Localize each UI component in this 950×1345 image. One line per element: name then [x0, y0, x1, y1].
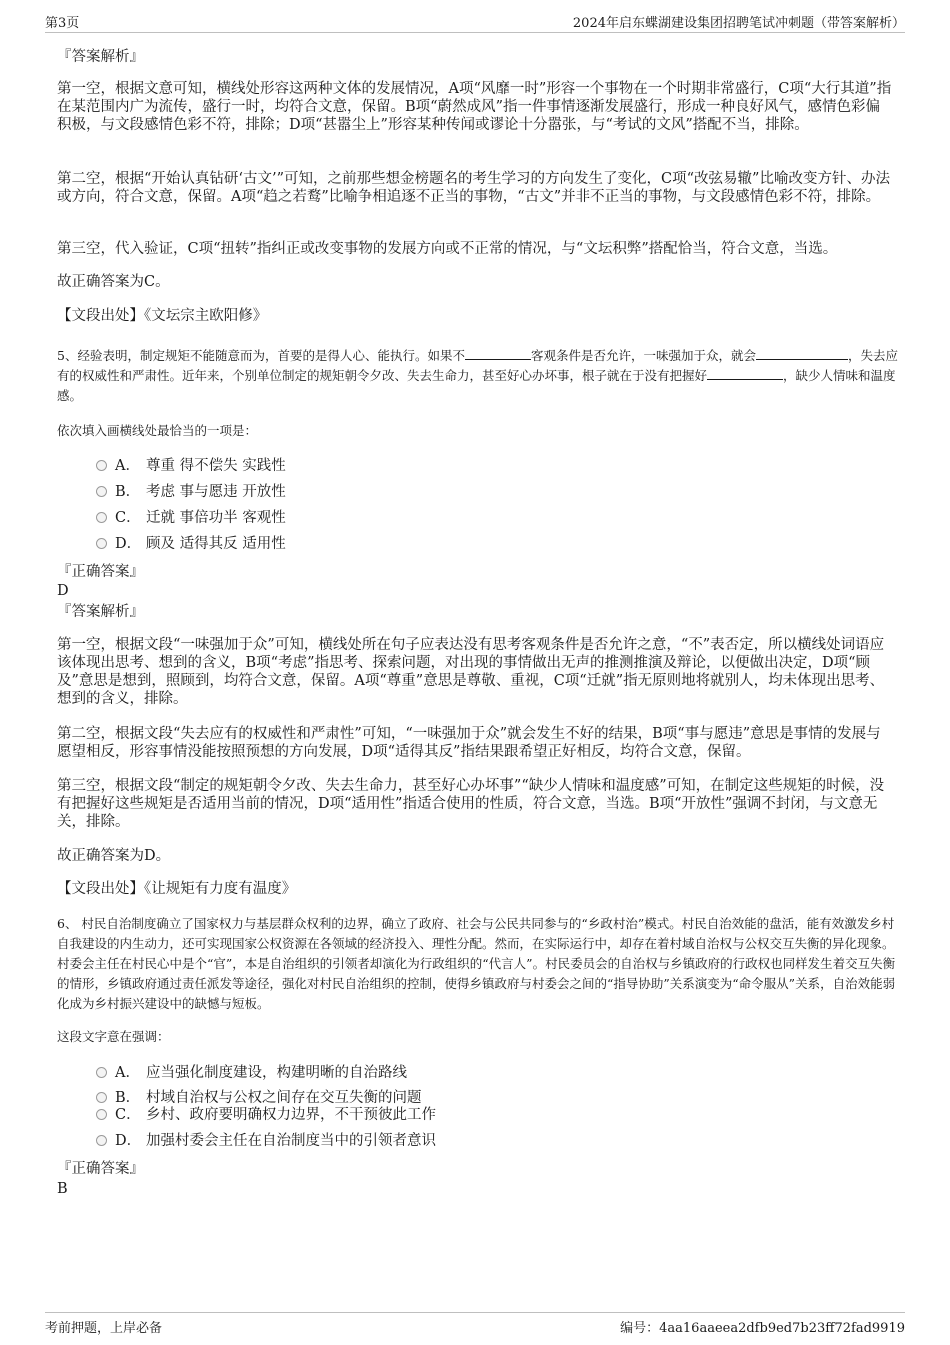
q5-prompt: 依次填入画横线处最恰当的一项是： — [57, 423, 258, 438]
radio-icon[interactable] — [96, 460, 107, 471]
q5-blank-1 — [465, 346, 531, 360]
q5-blank-2 — [756, 346, 848, 360]
radio-icon[interactable] — [96, 486, 107, 497]
q4-analysis-p1: 第一空，根据文意可知，横线处形容这两种文体的发展情况，A项“风靡一时”形容一个事物在一个时期非常盛行，C项“大行其道”指在某范围内广为流传，盛行一时，均符合文意，保留。B项“蔚然成风”指一件事情逐渐发展盛行，形成一种良好风气，感情色彩偏积极，与文段感情色彩不符，排除；D项“甚嚣尘上”形容某种传闻或谬论十分嚣张，与“考试的文风”搭配不当，排除。 — [57, 81, 892, 133]
radio-icon[interactable] — [96, 1135, 107, 1146]
q5-analysis-p1: 第一空，根据文段“一味强加于众”可知，横线处所在句子应表达没有思考客观条件是否允许之意，“不”表否定，所以横线处词语应该体现出思考、想到的含义，B项“考虑”指思考、探索问题，对出现的事情做出无声的推测推演及辩论，以便做出决定，D项“顾及”意思是想到，照顾到，均符合文意，保留。A项“尊重”意思是尊敬、重视，C项“迁就”指无原则地将就别人，均未体现出思考、想到的含义，排除。 — [57, 637, 885, 707]
q6-option-a[interactable]: A． 应当强化制度建设，构建明晰的自治路线 — [96, 1064, 407, 1082]
document-title: 2024年启东蝶湖建设集团招聘笔试冲刺题（带答案解析） — [572, 16, 905, 31]
q5-answer: D — [57, 583, 69, 599]
q4-analysis-p2: 第二空，根据“开始认真钻研‘古文’”可知，之前那些想金榜题名的考生学习的方向发生了变化，C项“改弦易辙”比喻改变方针、办法或方向，符合文意，保留。A项“趋之若鹜”比喻争相追逐不正当的事物，“古文”并非不正当的事物，与文段感情色彩不符，排除。 — [57, 171, 890, 205]
q5-option-d[interactable]: D． 顾及 适得其反 适用性 — [96, 535, 286, 553]
q5-stem-part-b: 客观条件是否允许，一味强加于众，就会 — [530, 348, 756, 363]
q5-stem — [57, 346, 899, 406]
q4-source: 【文段出处】《文坛宗主欧阳修》 — [57, 308, 268, 324]
q6-option-c[interactable]: C． 乡村、政府要明确权力边界，不干预彼此工作 — [96, 1106, 436, 1124]
q5-answer-summary: 故正确答案为D。 — [57, 848, 171, 864]
q6-answer-label: 『正确答案』 — [57, 1161, 144, 1177]
q5-option-b[interactable]: B． 考虑 事与愿违 开放性 — [96, 483, 286, 501]
radio-icon[interactable] — [96, 1067, 107, 1078]
radio-icon[interactable] — [96, 512, 107, 523]
radio-icon[interactable] — [96, 1109, 107, 1120]
q5-stem-part-a: 5、经验表明，制定规矩不能随意而为，首要的是得人心、能执行。如果不 — [57, 348, 465, 363]
q6-option-b[interactable]: B． 村域自治权与公权之间存在交互失衡的问题 — [96, 1089, 422, 1107]
q6-answer: B — [57, 1181, 68, 1197]
q5-analysis-label: 『答案解析』 — [57, 604, 144, 620]
q4-analysis-label: 『答案解析』 — [57, 49, 144, 65]
radio-icon[interactable] — [96, 538, 107, 549]
q4-answer-summary: 故正确答案为C。 — [57, 274, 170, 290]
q5-blank-3 — [707, 366, 783, 380]
q5-option-a[interactable]: A． 尊重 得不偿失 实践性 — [96, 457, 286, 475]
footer-code: 编号：4aa16aaeea2dfb9ed7b23ff72fad9919 — [620, 1321, 905, 1336]
q6-option-d[interactable]: D． 加强村委会主任在自治制度当中的引领者意识 — [96, 1132, 436, 1150]
q5-option-c[interactable]: C． 迁就 事倍功半 客观性 — [96, 509, 286, 527]
page-footer — [45, 1312, 905, 1335]
q5-answer-label: 『正确答案』 — [57, 564, 144, 580]
q5-stem-part-c: ，失去应有的权威性和严肃性。近年来，个别单位制定的规矩朝令夕改、失去生命力，甚至好心办坏事，根子就在于没有把握好 — [57, 348, 898, 383]
radio-icon[interactable] — [96, 1092, 107, 1103]
q6-stem: 6、 村民自治制度确立了国家权力与基层群众权利的边界，确立了政府、社会与公民共同参与的“乡政村治”模式。村民自治效能的盘活，能有效激发乡村自我建设的内生动力，还可实现国家公权资源在各领域的经济投入、理性分配。然而，在实际运行中，却存在着村域自治权与公权交互失衡的异化现象。村委会主任在村民心中是个“官”，本是自治组织的引领者却演化为行政组织的“代言人”。村民委员会的自治权与乡镇政府的行政权也同样发生着交互失衡的情形，乡镇政府通过责任派发等途径，强化对村民自治组织的控制，使得乡镇政府与村委会之间的“指导协助”关系演变为“命令服从”关系，自治效能弱化成为乡村振兴建设中的缺憾与短板。 — [57, 916, 896, 1011]
q6-prompt: 这段文字意在强调： — [57, 1029, 170, 1044]
q5-source: 【文段出处】《让规矩有力度有温度》 — [57, 881, 297, 897]
q5-analysis-p3: 第三空，根据文段“制定的规矩朝令夕改、失去生命力，甚至好心办坏事”“缺少人情味和温度感”可知，在制定这些规矩的时候，没有把握好这些规矩是否适用当前的情况，D项“适用性”指适合使用的性质，符合文意，当选。B项“开放性”强调不封闭，与文意无关，排除。 — [57, 778, 885, 830]
q5-stem-part-d: ，缺少人情味和温度感。 — [57, 368, 896, 403]
page-number: 第3页 — [45, 16, 80, 31]
page-header — [45, 12, 905, 33]
footer-slogan: 考前押题，上岸必备 — [45, 1321, 163, 1336]
q5-analysis-p2: 第二空，根据文段“失去应有的权威性和严肃性”可知，“一味强加于众”就会发生不好的结果，B项“事与愿违”意思是事情的发展与愿望相反，形容事情没能按照预想的方向发展，D项“适得其反”指结果跟希望正好相反，均符合文意，保留。 — [57, 726, 881, 760]
q4-analysis-p3: 第三空，代入验证，C项“扭转”指纠正或改变事物的发展方向或不正常的情况，与“文坛积弊”搭配恰当，符合文意，当选。 — [57, 241, 838, 257]
